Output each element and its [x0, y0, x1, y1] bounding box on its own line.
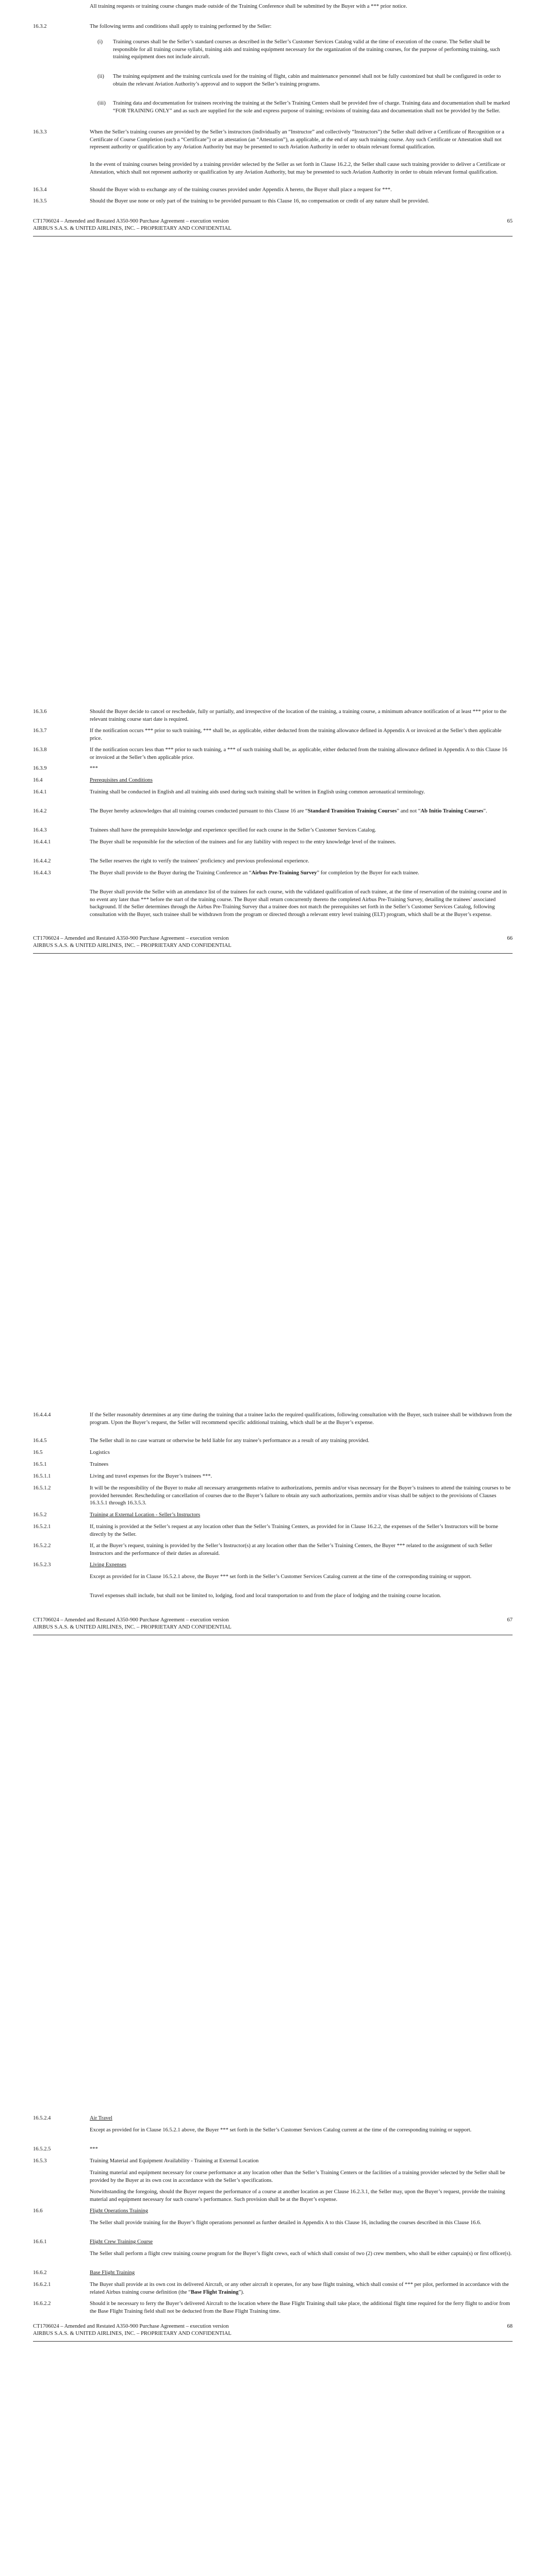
section-heading: Flight Crew Training Course: [90, 2239, 153, 2245]
section-heading: Prerequisites and Conditions: [90, 777, 153, 783]
footer-rule: [33, 2341, 513, 2342]
page-number: 65: [507, 218, 513, 224]
page-67: 16.4.4.4 If the Seller reasonably determines at any time during the training that a trainee lacks the required qualifications, following consultation with the Buyer, such trainee shall be withdrawn from the program. Upon the Buyer’s request, the Seller will recommend specific additional training, which shall be at the Buyer’s expense. 16.4.5 The Seller shall in no case warrant or otherwise be held liable for any trainee’s performance as a result of any training provided. 16.5 Logistics 16.5.1 Trainees 16.5.1.1 Living and travel expenses for the Buyer’s trainees ***. 16.5.1.2 It will be the responsibility of the Buyer to make all necessary arrangements relative to authorizations, permits and/or visas necessary for the Buyer’s trainees to attend the training courses to be provided hereunder. Rescheduling or cancellation of courses due to the Buyer’s failure to obtain any such authorizations, permits and/or visas shall be subject to the provisions of Clauses 16.3.5.1 through 16.3.5.3. 16.5.2 Training at External Location - Seller’s Instructors 16.5.2.1 If, training is provided at the Seller’s request at any location other than the Seller’s Training Centers, as provided for in Clause 16.2.2, the expenses of the Seller’s Instructors will be borne directly by the Seller. 16.5.2.2 If, at the Buyer’s request, training is provided by the Seller’s Instructor(s) at any location other than the Seller’s Training Centers, the Buyer *** related to the assignment of such Seller Instructors and the performance of their duties as aforesaid. 16.5.2.3 Living Expenses Except as provided for in Clause 16.5.2.1 above, the Buyer *** set forth in the Seller’s Customer Services Catalog current at the time of the corresponding training or support. Travel expenses shall include, but shall not be limited to, lodging, food and local transportation to and from the place of lodging and the training course location. CT1706024 – Amended and Restated A350-900 Purchase Agreement – execution version AIRBUS S.A.S. & UNITED AIRLINES, INC. – PROPRIETARY AND CONFIDENTIAL 67: [0, 1406, 544, 2110]
section-heading: Flight Operations Training: [90, 2208, 149, 2214]
page-68: 16.5.2.4 Air Travel Except as provided for in Clause 16.5.2.1 above, the Buyer *** set forth in the Seller’s Customer Services Catalog current at the time of the corresponding training or support. 16.5.2.5 *** 16.5.3 Training Material and Equipment Availability - Training at External Location Training material and equipment necessary for course performance at any location other than the Seller’s Training Centers or the facilities of a training provider selected by the Seller shall be provided by the Buyer at its own cost in accordance with the Seller’s specifications. Notwithstanding the foregoing, should the Buyer request the performance of a course at another location as per Clause 16.2.3.1, the Seller may, upon the Buyer’s request, provide the training material and equipment necessary for such course’s performance. Such provision shall be at the Buyer’s expense. 16.6 Flight Operations Training The Seller shall provide training for the Buyer’s flight operations personnel as further detailed in Appendix A to this Clause 16, including the courses described in this Clause 16.6. 16.6.1 Flight Crew Training Course The Seller shall perform a flight crew training course program for the Buyer’s flight crews, each of which shall consist of two (2) crew members, who shall be either captain(s) or first officer(s). 16.6.2 Base Flight Training 16.6.2.1 The Buyer shall provide at its own cost its delivered Aircraft, or any other aircraft it operates, for any base flight training, which shall consist of *** per pilot, performed in accordance with the related Airbus training course definition (the “Base Flight Training”). 16.6.2.2 Should it be necessary to ferry the Buyer’s delivered Aircraft to the location where the Base Flight Training shall take place, the additional flight time required for the ferry flight to and/or from the Base Flight Training field shall not be deducted from the Base Flight Training time. CT1706024 – Amended and Restated A350-900 Purchase Agreement – execution version AIRBUS S.A.S. & UNITED AIRLINES, INC. – PROPRIETARY AND CONFIDENTIAL 68: [0, 2110, 544, 2576]
page-number: 67: [507, 1617, 513, 1623]
page-66: 16.3.6 Should the Buyer decide to cancel or reschedule, fully or partially, and irrespective of the location of the training, a training course, a minimum advance notification of at least *** prior to the relevant training course start date is required. 16.3.7 If the notification occurs *** prior to such training, *** shall be, as applicable, either deducted from the training allowance defined in Appendix A or invoiced at the Seller’s then applicable price. 16.3.8 If the notification occurs less than *** prior to such training, a *** of such training shall be, as applicable, either deducted from the training allowance defined in Appendix A to this Clause 16 or invoiced at the Seller’s then applicable price. 16.3.9 *** 16.4 Prerequisites and Conditions 16.4.1 Training shall be conducted in English and all training aids used during such training shall be written in English using common aeronautical terminology. 16.4.2 The Buyer hereby acknowledges that all training courses conducted pursuant to this Clause 16 are “Standard Transition Training Courses” and not “Ab Initio Training Courses”. 16.4.3 Trainees shall have the prerequisite knowledge and experience specified for each course in the Seller’s Customer Services Catalog. 16.4.4.1 The Buyer shall be responsible for the selection of the trainees and for any liability with respect to the entry knowledge level of the trainees. 16.4.4.2 The Seller reserves the right to verify the trainees’ proficiency and previous professional experience. 16.4.4.3 The Buyer shall provide to the Buyer during the Training Conference an “Airbus Pre-Training Survey” for completion by the Buyer for each trainee. The Buyer shall provide the Seller with an attendance list of the trainees for each course, with the validated qualification of each trainee, at the time of reservation of the training course and in no event any later than *** before the start of the training course. The Buyer shall return concurrently thereto the completed Airbus Pre-Training Survey, detailing the trainees’ associated background. If the Seller determines through the Airbus Pre-Training Survey that a trainee does not match the prerequisites set forth in the Seller’s Customer Services Catalog, following consultation with the Buyer, such trainee shall be withdrawn from the program or directed through a relevant entry level training (ELT) program, which shall be at the Buyer’s expense. CT1706024 – Amended and Restated A350-900 Purchase Agreement – execution version AIRBUS S.A.S. & UNITED AIRLINES, INC. – PROPRIETARY AND CONFIDENTIAL 66: [0, 703, 544, 1406]
section-heading: Living Expenses: [90, 1562, 126, 1568]
page-number: 66: [507, 936, 513, 941]
footer-rule: [33, 953, 513, 954]
section-heading: Air Travel: [90, 2115, 112, 2121]
section-heading: Base Flight Training: [90, 2270, 135, 2276]
section-heading: Training at External Location - Seller’s Instructors: [90, 1512, 201, 1518]
page-65: All training requests or training course changes made outside of the Training Conference shall be submitted by the Buyer with a *** prior notice. 16.3.2 The following terms and conditions shall apply to training performed by the Seller: (i) Training courses shall be the Seller’s standard courses as described in the Seller’s Customer Services Catalog valid at the time of execution of the course. The Seller shall be responsible for all training course syllabi, training aids and training equipment necessary for the organization of the training courses, for the purpose of performing training, such training equipment does not include aircraft. (ii) The training equipment and the training curricula used for the training of flight, cabin and maintenance personnel shall not be fully customized but shall be configured in order to obtain the relevant Aviation Authority’s approval and to support the Seller’s training programs. (iii) Training data and documentation for trainees receiving the training at the Seller’s Training Centers shall be provided free of charge. Training data and documentation shall be marked “FOR TRAINING ONLY” and as such are supplied for the sole and express purpose of training; revisions of training data and documentation shall not be provided by the Seller. 16.3.3 When the Seller’s training courses are provided by the Seller’s instructors (individually an “Instructor” and collectively “Instructors”) the Seller shall deliver a Certificate of Recognition or a Certificate of Course Completion (each a “Certificate”) or an attestation (an “Attestation”), as applicable, at the end of any such training course. Any such Certificate or Attestation shall not represent authority or qualification by any Aviation Authority but may be presented to such Aviation Authority in order to obtain relevant formal qualification. In the event of training courses being provided by a training provider selected by the Seller as set forth in Clause 16.2.2, the Seller shall cause such training provider to deliver a Certificate or Attestation, which shall not represent authority or qualification by any Aviation Authority, but may be presented to such Aviation Authority in order to obtain relevant formal qualification. 16.3.4 Should the Buyer wish to exchange any of the training courses provided under Appendix A hereto, the Buyer shall place a request for ***. 16.3.5 Should the Buyer use none or only part of the training to be provided pursuant to this Clause 16, no compensation or credit of any nature shall be provided. CT1706024 – Amended and Restated A350-900 Purchase Agreement – execution version AIRBUS S.A.S. & UNITED AIRLINES, INC. – PROPRIETARY AND CONFIDENTIAL 65: [0, 0, 544, 703]
page-number: 68: [507, 2324, 513, 2329]
